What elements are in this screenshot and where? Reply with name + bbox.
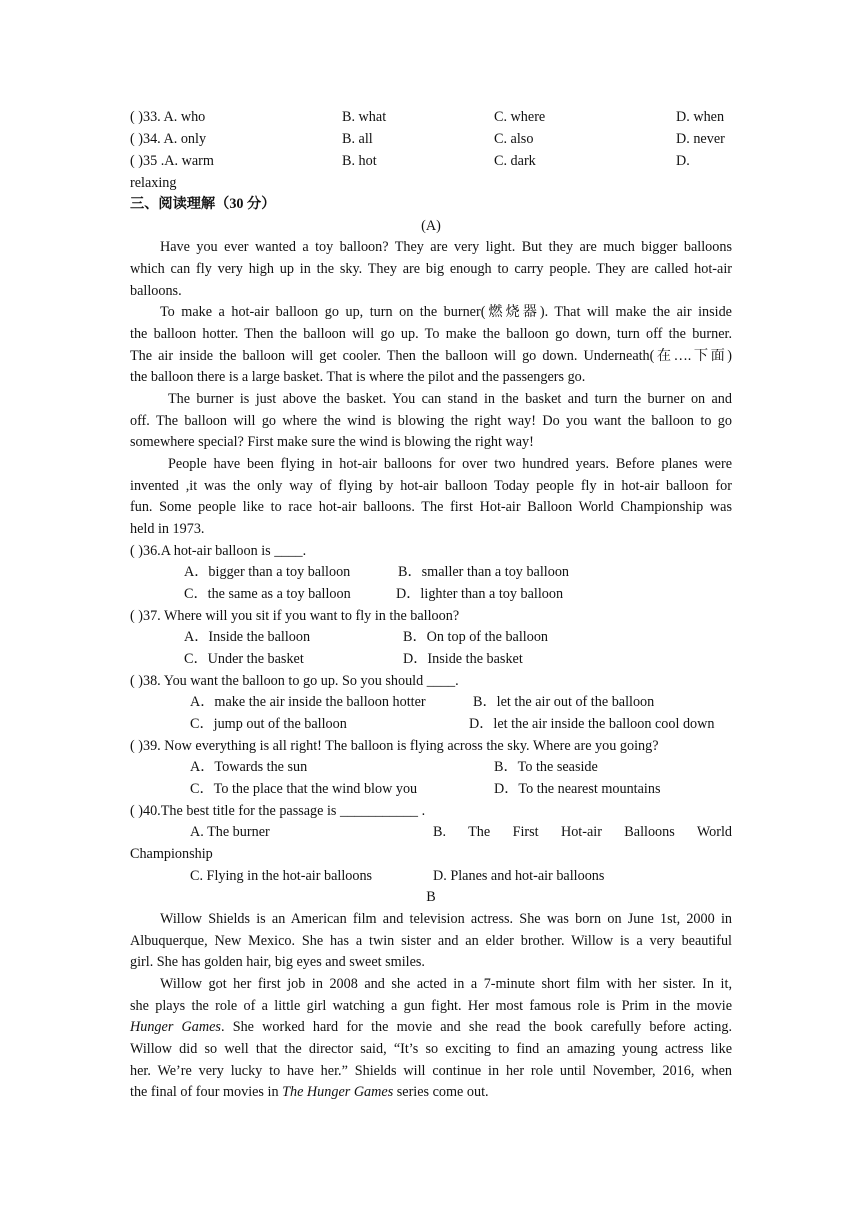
passage-a-line: invented ,it was the only way of flying by hot-air balloon Today people fly in hot-air balloon for [130, 478, 732, 494]
q34-number-option-a: ( )34. A. only [130, 131, 207, 147]
q35-option-d: D. [676, 153, 690, 169]
q35-option-c: C. dark [494, 153, 536, 169]
passage-b-line: her. We’re very lucky to have her.” Shields will continue in her role until November, 2016, when [130, 1063, 732, 1079]
passage-b-line-with-title [130, 1083, 489, 1101]
q34-option-d: D. never [676, 131, 725, 147]
q33-option-c: C. where [494, 109, 546, 125]
passage-a-line: held in 1973. [130, 521, 205, 537]
passage-b-line: Willow did so well that the director said, “It’s so exciting to find an amazing young actress like [130, 1041, 732, 1057]
q39-option-c: C．To the place that the wind blow you [190, 781, 418, 797]
q33-number-option-a: ( )33. A. who [130, 109, 206, 125]
section-title: 三、阅读理解（30 分） [130, 196, 276, 212]
q40-option-c: C. Flying in the hot-air balloons [190, 868, 373, 884]
passage-b-line: girl. She has golden hair, big eyes and sweet smiles. [130, 954, 425, 970]
q40-option-a: A. The burner [190, 824, 270, 840]
q38-stem: ( )38. You want the balloon to go up. So you should ____. [130, 673, 459, 689]
passage-b-line: Willow Shields is an American film and television actress. She was born on June 1st, 2000 in [160, 911, 732, 927]
passage-a-line: the balloon hotter. Then the balloon will go up. To make the balloon go down, turn off the burner. [130, 326, 732, 342]
passage-b-line: she plays the role of a little girl watching a gun fight. Her most famous role is Prim in the movie [130, 998, 732, 1014]
movie-title: Hunger Games [130, 1019, 221, 1035]
passage-a-line: The burner is just above the basket. You can stand in the basket and turn the burner on and [168, 391, 732, 407]
passage-a-label: (A) [421, 218, 441, 234]
q37-stem: ( )37. Where will you sit if you want to fly in the balloon? [130, 608, 460, 624]
passage-b-label: B [426, 889, 436, 905]
q35-option-b: B. hot [342, 153, 377, 169]
passage-b-text: . She worked hard for the movie and she read the book carefully before acting. [220, 1019, 733, 1035]
q38-option-a: A．make the air inside the balloon hotter [190, 694, 426, 710]
passage-b-line-with-title [130, 1018, 732, 1036]
q39-option-b: B．To the seaside [494, 759, 598, 775]
passage-a-line: The air inside the balloon will get cooler. Then the balloon will go down. Underneath(在….下面) [130, 348, 732, 364]
passage-a-line: somewhere special? First make sure the wind is blowing the right way! [130, 434, 534, 450]
q36-option-a: A．bigger than a toy balloon [184, 564, 351, 580]
q40-option-b-wrap: Championship [130, 846, 213, 862]
passage-b-text: the final of four movies in [130, 1084, 283, 1100]
q38-option-c: C．jump out of the balloon [190, 716, 347, 732]
q38-option-d: D．let the air inside the balloon cool down [469, 716, 715, 732]
movie-title: The Hunger Games [282, 1084, 394, 1100]
q40-option-b: B. The First Hot-air Balloons World [433, 824, 732, 840]
passage-a-line: which can fly very high up in the sky. They are big enough to carry people. They are called hot-air [130, 261, 732, 277]
q37-option-c: C．Under the basket [184, 651, 304, 667]
passage-a-line: balloons. [130, 283, 182, 299]
q36-option-c: C．the same as a toy balloon [184, 586, 351, 602]
passage-a-line: People have been flying in hot-air balloons for over two hundred years. Before planes were [168, 456, 732, 472]
q33-option-d: D. when [676, 109, 725, 125]
q40-option-d: D. Planes and hot-air balloons [433, 868, 605, 884]
q37-option-a: A．Inside the balloon [184, 629, 311, 645]
passage-a-line: the balloon there is a large basket. That is where the pilot and the passengers go. [130, 369, 586, 385]
q34-option-b: B. all [342, 131, 373, 147]
passage-a-line: To make a hot-air balloon go up, turn on the burner(燃烧器). That will make the air inside [160, 304, 732, 320]
q33-option-b: B. what [342, 109, 387, 125]
q39-option-d: D．To the nearest mountains [494, 781, 661, 797]
passage-a-line: fun. Some people like to race hot-air balloons. The first Hot-air Balloon World Championship was [130, 499, 732, 515]
q39-stem: ( )39. Now everything is all right! The balloon is flying across the sky. Where are you going? [130, 738, 659, 754]
q36-stem: ( )36.A hot-air balloon is ____. [130, 543, 307, 559]
q37-option-b: B．On top of the balloon [403, 629, 549, 645]
q36-option-b: B．smaller than a toy balloon [398, 564, 570, 580]
passage-b-line: Albuquerque, New Mexico. She has a twin sister and an elder brother. Willow is a very beautiful [130, 933, 732, 949]
q36-option-d: D．lighter than a toy balloon [396, 586, 564, 602]
passage-b-line: Willow got her first job in 2008 and she acted in a 7-minute short film with her sister. In it, [160, 976, 732, 992]
q38-option-b: B．let the air out of the balloon [473, 694, 655, 710]
q40-stem: ( )40.The best title for the passage is ___________ . [130, 803, 426, 819]
q35-option-d-wrap: relaxing [130, 175, 177, 191]
passage-a-line: off. The balloon will go where the wind is blowing the right way! Do you want the balloon to go [130, 413, 732, 429]
q34-option-c: C. also [494, 131, 534, 147]
passage-b-text: series come out. [393, 1084, 489, 1100]
q37-option-d: D．Inside the basket [403, 651, 523, 667]
q35-number-option-a: ( )35 .A. warm [130, 153, 214, 169]
passage-a-line: Have you ever wanted a toy balloon? They are very light. But they are much bigger balloons [160, 239, 732, 255]
q39-option-a: A．Towards the sun [190, 759, 308, 775]
